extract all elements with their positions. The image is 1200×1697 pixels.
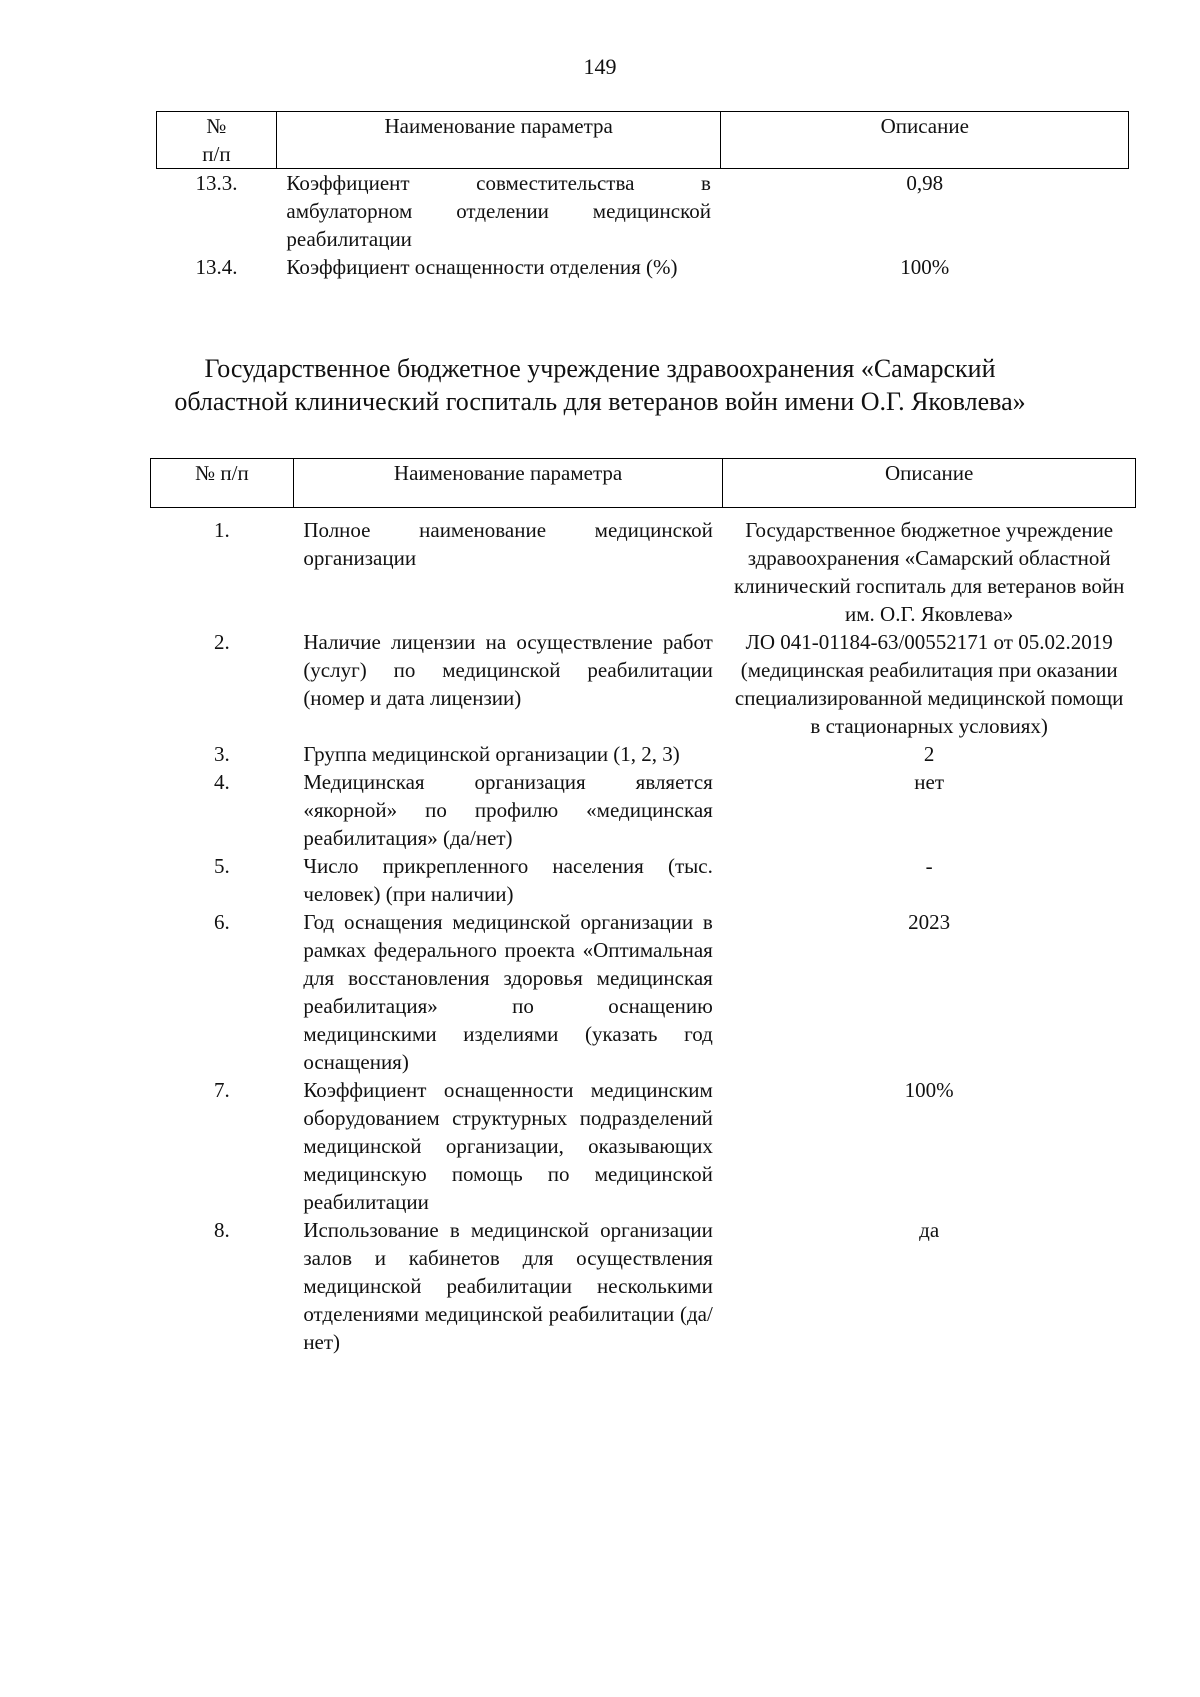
table-header-row [157,112,1129,169]
table-row [151,628,1136,740]
row-parameter: Наличие лицензии на осуществление работ (услуг) по медицинской реабилитации (номер и дата лицензии) [303,630,713,710]
table-row [151,1076,1136,1216]
table-row [151,1216,1136,1356]
row-description: да [919,1218,940,1242]
table-row [151,852,1136,908]
row-description: 2023 [908,910,951,934]
row-parameter: Коэффициент оснащенности медицинским оборудованием структурных подразделений медицинской организации, оказывающих медицинскую помощь по медицинской реабилитации [303,1078,713,1214]
organization-parameters-table [150,458,1136,1356]
row-number: 3. [214,742,230,766]
row-parameter: Год оснащения медицинской организации в рамках федерального проекта «Оптимальная для восстановления здоровья медицинская реабилитация» по оснащению медицинскими изделиями (указать год оснащения) [303,910,713,1074]
row-parameter: Использование в медицинской организации залов и кабинетов для осуществления медицинской реабилитации несколькими отделениями медицинской реабилитации (да/нет) [303,1218,713,1354]
table-row [151,908,1136,1076]
row-description: ЛО 041-01184-63/00552171 от 05.02.2019 (медицинская реабилитация при оказании специализированной медицинской помощи в стационарных условиях) [734,630,1124,738]
row-parameter: Группа медицинской организации (1, 2, 3) [303,742,680,766]
row-parameter: Медицинская организация является «якорной» по профилю «медицинская реабилитация» (да/нет) [303,770,713,850]
column-header-parameter: Наименование параметра [276,112,721,169]
row-number: 1. [214,518,230,542]
parameters-table-continued [156,111,1129,281]
row-number: 13.3. [195,171,238,195]
table-row [151,768,1136,852]
row-number: 7. [214,1078,230,1102]
row-description: 100% [904,1078,954,1102]
row-parameter: Коэффициент оснащенности отделения (%) [286,255,678,279]
column-header-description: Описание [723,459,1136,508]
table-header-row [151,459,1136,508]
organization-title-line-2: областной клинический госпиталь для ветеранов войн имени О.Г. Яковлева» [174,387,1026,416]
table-row [157,169,1129,254]
row-number: 8. [214,1218,230,1242]
row-number: 4. [214,770,230,794]
table-row [151,508,1136,629]
organization-title-line-1: Государственное бюджетное учреждение здравоохранения «Самарский [204,354,996,383]
row-parameter: Полное наименование медицинской организации [303,518,713,570]
row-description: 2 [923,742,935,766]
column-header-parameter: Наименование параметра [293,459,723,508]
table-row [151,740,1136,768]
row-number: 13.4. [195,255,238,279]
row-parameter: Число прикрепленного населения (тыс. человек) (при наличии) [303,854,713,906]
page-number: 149 [583,54,617,79]
row-description: Государственное бюджетное учреждение здравоохранения «Самарский областной клинический госпиталь для ветеранов войн им. О.Г. Яковлева» [733,518,1125,626]
row-parameter: Коэффициент совместительства в амбулаторном отделении медицинской реабилитации [286,171,711,251]
row-description: 0,98 [906,171,944,195]
column-header-description: Описание [721,112,1129,169]
row-number: 6. [214,910,230,934]
column-header-number: № п/п [151,459,294,508]
row-description: нет [914,770,945,794]
row-number: 5. [214,854,230,878]
column-header-number: № п/п [157,112,277,169]
row-description: - [925,854,933,878]
organization-title [0,352,1200,418]
table-row [157,253,1129,281]
row-description: 100% [900,255,950,279]
row-number: 2. [214,630,230,654]
